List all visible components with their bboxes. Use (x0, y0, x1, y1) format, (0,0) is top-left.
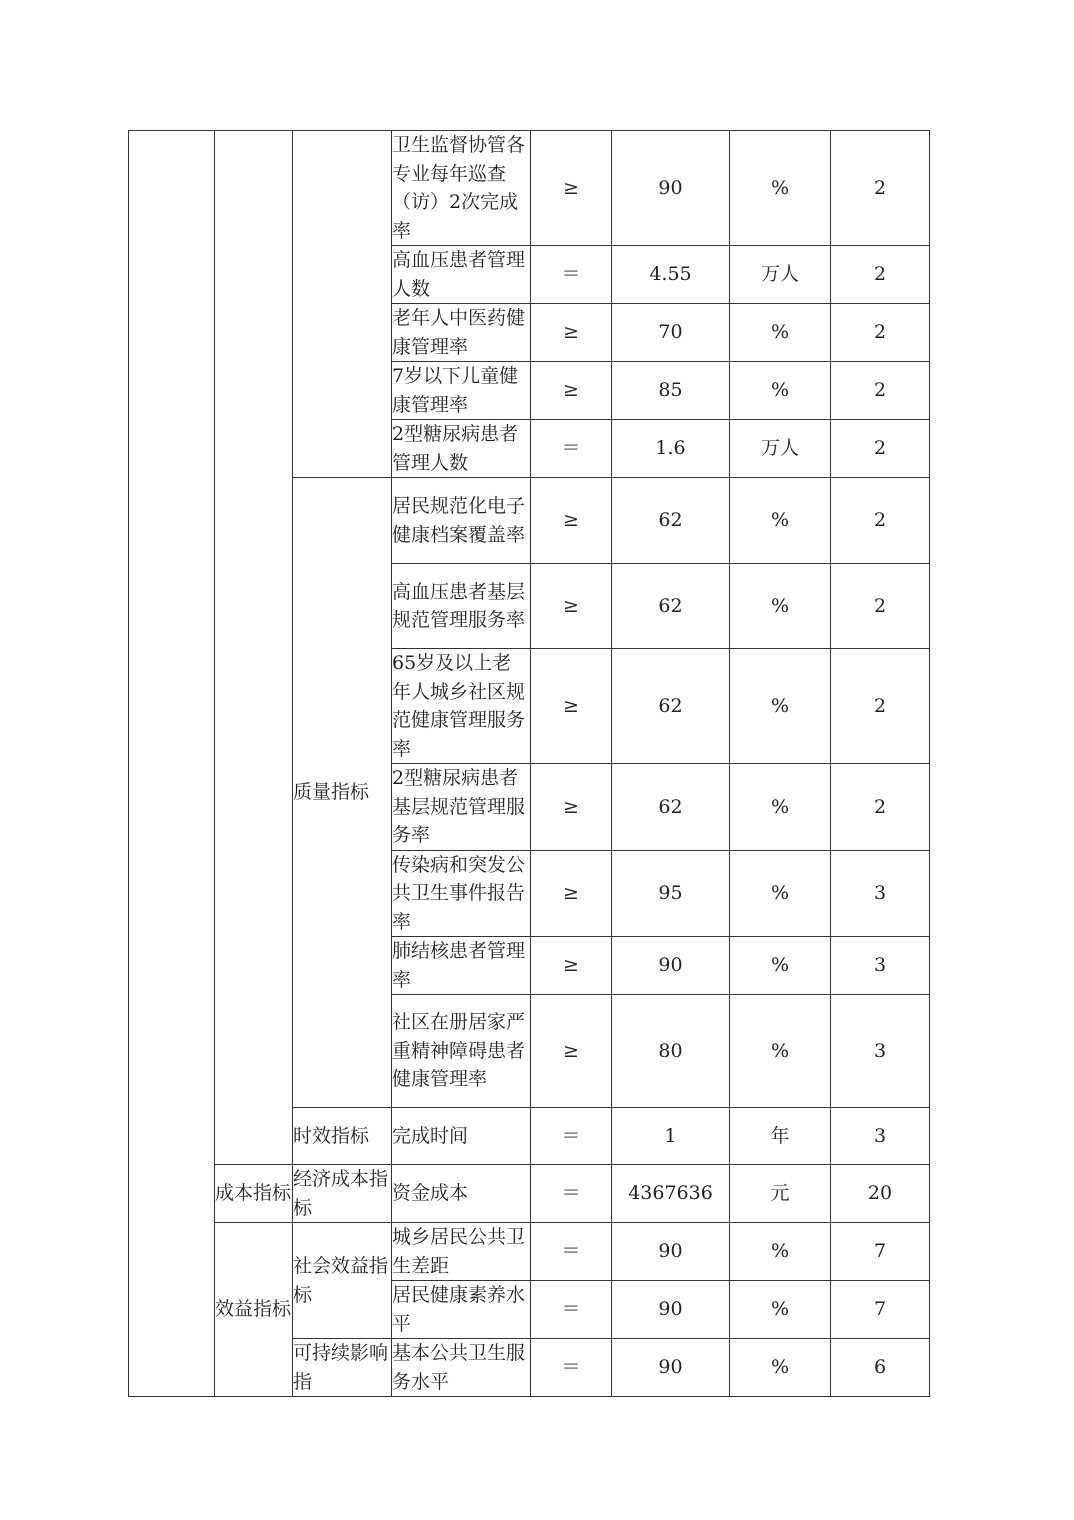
table-row (129, 131, 930, 246)
level3-blank-cell (293, 131, 392, 478)
target-value: 90 (612, 1223, 730, 1281)
indicator-name: 居民规范化电子健康档案覆盖率 (392, 478, 531, 564)
operator: ＝ (531, 1165, 612, 1223)
operator: ≥ (531, 304, 612, 362)
unit: % (730, 564, 831, 649)
level3-timeliness-label: 时效指标 (293, 1108, 392, 1165)
score: 20 (831, 1165, 930, 1223)
score: 2 (831, 420, 930, 478)
unit: 万人 (730, 420, 831, 478)
level3-social-benefit-label: 社会效益指标 (293, 1223, 392, 1339)
unit: % (730, 304, 831, 362)
operator: ＝ (531, 1223, 612, 1281)
score: 2 (831, 564, 930, 649)
score: 2 (831, 764, 930, 851)
unit: % (730, 1281, 831, 1339)
unit: % (730, 131, 831, 246)
unit: % (730, 1223, 831, 1281)
score: 2 (831, 246, 930, 304)
table-row (129, 1165, 930, 1223)
operator: ≥ (531, 564, 612, 649)
level1-blank-cell (129, 131, 215, 1397)
unit: % (730, 995, 831, 1108)
unit: 元 (730, 1165, 831, 1223)
operator: ＝ (531, 1339, 612, 1397)
indicator-name: 7岁以下儿童健康管理率 (392, 362, 531, 420)
indicator-name: 资金成本 (392, 1165, 531, 1223)
score: 2 (831, 362, 930, 420)
level3-quality-label: 质量指标 (293, 478, 392, 1108)
target-value: 62 (612, 764, 730, 851)
target-value: 70 (612, 304, 730, 362)
unit: 年 (730, 1108, 831, 1165)
level2-benefit-label: 效益指标 (215, 1223, 293, 1397)
level2-blank-cell (215, 131, 293, 1165)
score: 6 (831, 1339, 930, 1397)
score: 3 (831, 850, 930, 937)
score: 3 (831, 1108, 930, 1165)
score: 2 (831, 478, 930, 564)
level3-economic-cost-label: 经济成本指标 (293, 1165, 392, 1223)
target-value: 62 (612, 564, 730, 649)
indicator-name: 肺结核患者管理率 (392, 937, 531, 995)
indicator-name: 基本公共卫生服务水平 (392, 1339, 531, 1397)
operator: ≥ (531, 764, 612, 851)
indicator-name: 社区在册居家严重精神障碍患者健康管理率 (392, 995, 531, 1108)
score: 7 (831, 1281, 930, 1339)
target-value: 1.6 (612, 420, 730, 478)
unit: % (730, 1339, 831, 1397)
operator: ＝ (531, 420, 612, 478)
operator: ≥ (531, 850, 612, 937)
operator: ≥ (531, 478, 612, 564)
target-value: 62 (612, 649, 730, 764)
level2-cost-label: 成本指标 (215, 1165, 293, 1223)
target-value: 80 (612, 995, 730, 1108)
unit: % (730, 362, 831, 420)
unit: % (730, 937, 831, 995)
target-value: 95 (612, 850, 730, 937)
indicator-name: 卫生监督协管各专业每年巡查（访）2次完成率 (392, 131, 531, 246)
unit: 万人 (730, 246, 831, 304)
level3-sustainable-label: 可持续影响指 (293, 1339, 392, 1397)
operator: ＝ (531, 1281, 612, 1339)
unit: % (730, 649, 831, 764)
operator: ≥ (531, 937, 612, 995)
operator: ＝ (531, 1108, 612, 1165)
score: 7 (831, 1223, 930, 1281)
target-value: 90 (612, 131, 730, 246)
score: 2 (831, 304, 930, 362)
score: 3 (831, 995, 930, 1108)
score: 3 (831, 937, 930, 995)
indicator-name: 高血压患者基层规范管理服务率 (392, 564, 531, 649)
unit: % (730, 850, 831, 937)
indicator-name: 居民健康素养水平 (392, 1281, 531, 1339)
indicator-name: 完成时间 (392, 1108, 531, 1165)
target-value: 1 (612, 1108, 730, 1165)
target-value: 85 (612, 362, 730, 420)
target-value: 4367636 (612, 1165, 730, 1223)
indicator-name: 高血压患者管理人数 (392, 246, 531, 304)
operator: ≥ (531, 362, 612, 420)
score: 2 (831, 649, 930, 764)
indicator-name: 65岁及以上老年人城乡社区规范健康管理服务率 (392, 649, 531, 764)
target-value: 90 (612, 937, 730, 995)
indicator-name: 2型糖尿病患者基层规范管理服务率 (392, 764, 531, 851)
target-value: 90 (612, 1339, 730, 1397)
indicator-table (128, 130, 930, 1397)
unit: % (730, 478, 831, 564)
indicator-name: 城乡居民公共卫生差距 (392, 1223, 531, 1281)
indicator-name: 老年人中医药健康管理率 (392, 304, 531, 362)
table-row (129, 1223, 930, 1281)
operator: ＝ (531, 246, 612, 304)
indicator-name: 传染病和突发公共卫生事件报告率 (392, 850, 531, 937)
target-value: 62 (612, 478, 730, 564)
unit: % (730, 764, 831, 851)
operator: ≥ (531, 131, 612, 246)
operator: ≥ (531, 649, 612, 764)
target-value: 4.55 (612, 246, 730, 304)
operator: ≥ (531, 995, 612, 1108)
indicator-name: 2型糖尿病患者管理人数 (392, 420, 531, 478)
score: 2 (831, 131, 930, 246)
target-value: 90 (612, 1281, 730, 1339)
